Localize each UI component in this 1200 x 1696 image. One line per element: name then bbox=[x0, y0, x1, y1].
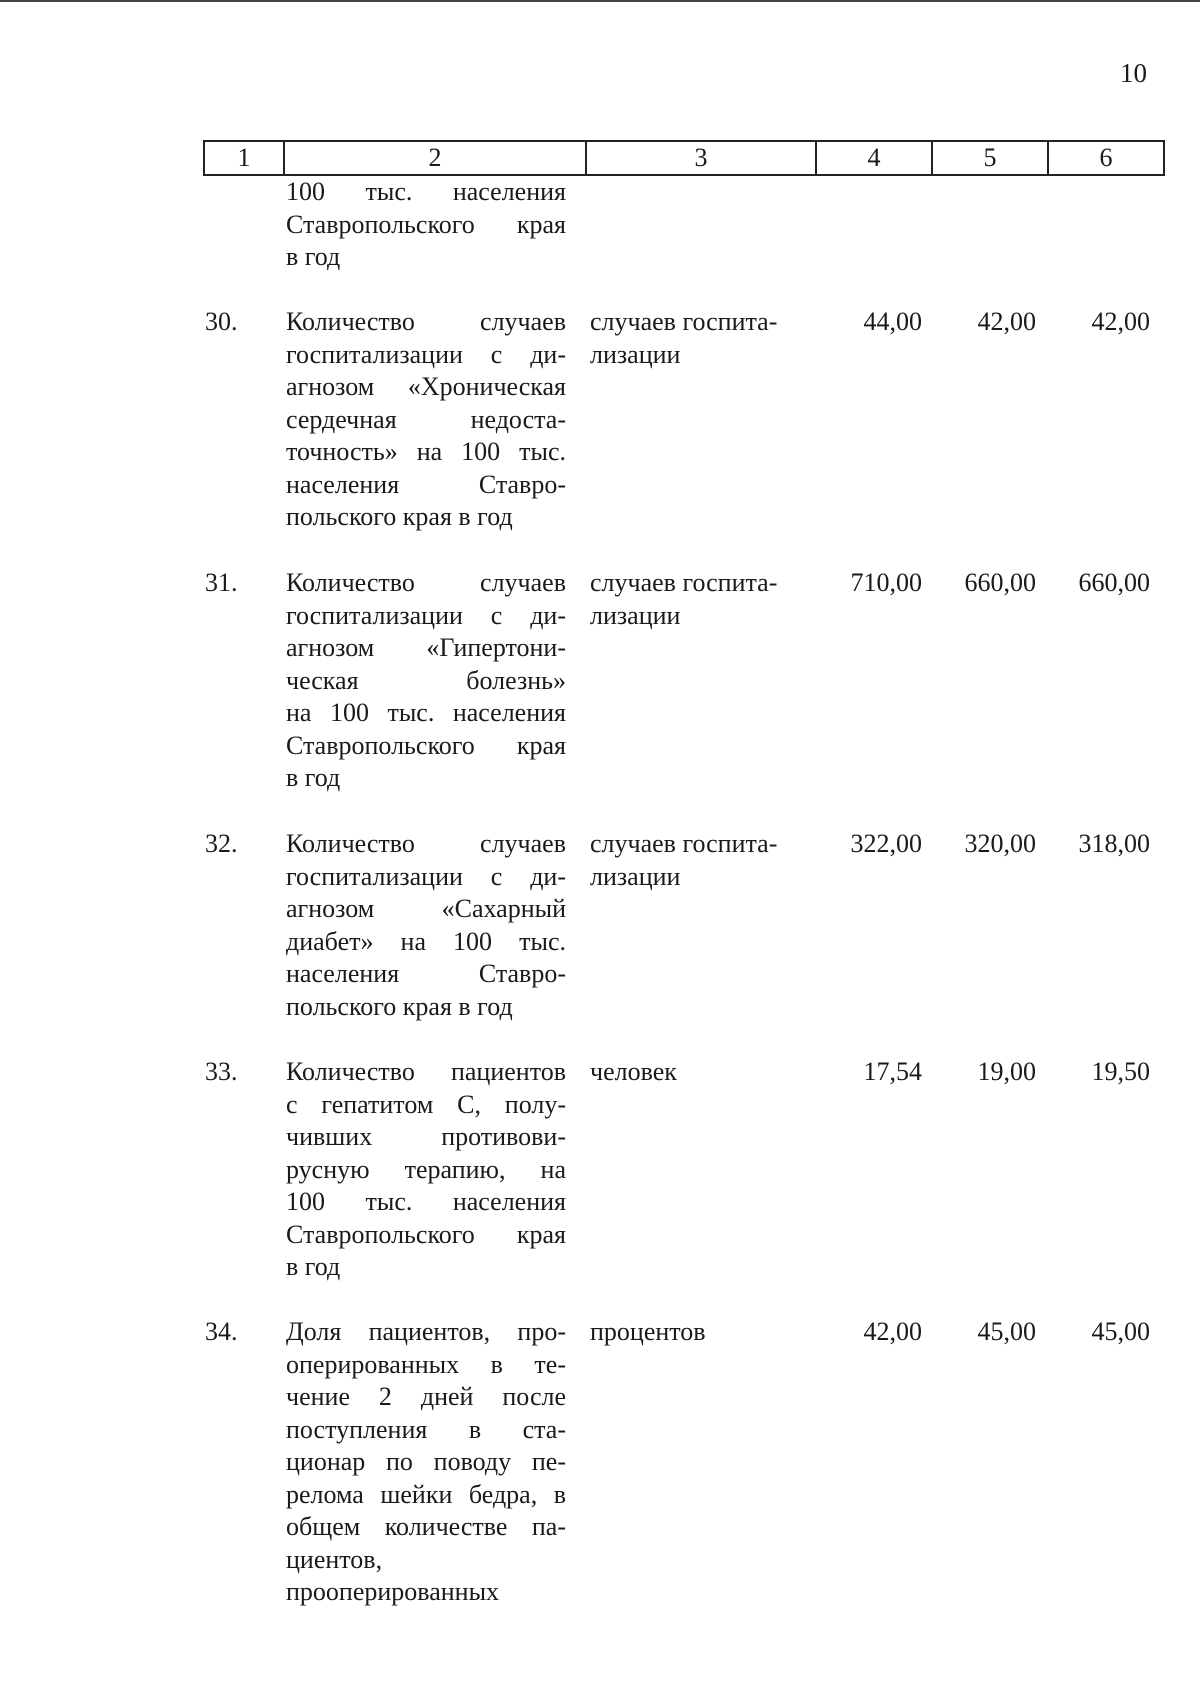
row-description bbox=[286, 1316, 566, 1609]
top-border-line bbox=[0, 0, 1200, 2]
description-line: Количество случаев bbox=[286, 307, 566, 336]
value-col-5: 42,00 bbox=[977, 307, 1036, 336]
column-header-5: 5 bbox=[932, 141, 1048, 175]
column-header-1: 1 bbox=[204, 141, 284, 175]
row-unit bbox=[590, 828, 820, 893]
value-col-6: 45,00 bbox=[1091, 1317, 1150, 1346]
value-col-4: 17,54 bbox=[863, 1057, 922, 1086]
row-description bbox=[286, 1056, 566, 1284]
column-header-4: 4 bbox=[816, 141, 932, 175]
row-description bbox=[286, 306, 566, 534]
description-line: поступления в ста- bbox=[286, 1414, 566, 1444]
description-line: ческая болезнь» bbox=[286, 665, 566, 695]
row-unit bbox=[590, 567, 820, 632]
description-line: чение 2 дней после bbox=[286, 1382, 566, 1411]
description-line: сердечная недоста- bbox=[286, 404, 566, 434]
description-line: агнозом «Сахарный bbox=[286, 894, 566, 923]
description-line: госпитализации с ди- bbox=[286, 861, 566, 891]
description-line: циентов, прооперированных bbox=[286, 1544, 500, 1606]
unit-line: случаев госпита- bbox=[590, 307, 778, 336]
value-col-5: 45,00 bbox=[977, 1317, 1036, 1346]
row-description bbox=[286, 567, 566, 795]
description-line: в год bbox=[286, 1252, 341, 1281]
description-line: Количество случаев bbox=[286, 829, 566, 858]
unit-line: человек bbox=[590, 1057, 677, 1086]
row-unit bbox=[590, 1316, 820, 1349]
continuation-description bbox=[286, 176, 566, 274]
row-number: 31. bbox=[205, 568, 238, 597]
row-number: 33. bbox=[205, 1057, 238, 1086]
row-number: 34. bbox=[205, 1317, 238, 1346]
unit-line: процентов bbox=[590, 1317, 706, 1346]
row-number: 30. bbox=[205, 307, 238, 336]
value-col-4: 44,00 bbox=[863, 307, 922, 336]
description-line: русную терапию, на bbox=[286, 1154, 566, 1184]
description-line: точность» на 100 тыс. bbox=[286, 437, 566, 466]
value-col-6: 318,00 bbox=[1078, 829, 1150, 858]
description-line: Ставропольского края bbox=[286, 209, 566, 239]
description-line: Ставропольского края bbox=[286, 1219, 566, 1249]
description-line: населения Ставро- bbox=[286, 959, 566, 988]
description-line: в год bbox=[286, 242, 341, 271]
value-col-6: 660,00 bbox=[1078, 568, 1150, 597]
unit-line: лизации bbox=[590, 600, 681, 630]
description-line: диабет» на 100 тыс. bbox=[286, 926, 566, 956]
description-line: ционар по поводу пе- bbox=[286, 1447, 566, 1476]
value-col-5: 19,00 bbox=[977, 1057, 1036, 1086]
row-unit bbox=[590, 306, 820, 371]
value-col-6: 19,50 bbox=[1091, 1057, 1150, 1086]
value-col-4: 710,00 bbox=[850, 568, 922, 597]
description-line: общем количестве па- bbox=[286, 1512, 566, 1541]
column-header-2: 2 bbox=[284, 141, 586, 175]
description-line: 100 тыс. населения bbox=[286, 177, 566, 206]
description-line: польского края в год bbox=[286, 502, 513, 531]
unit-line: лизации bbox=[590, 339, 681, 369]
description-line: агнозом «Гипертони- bbox=[286, 633, 566, 662]
description-line: населения Ставро- bbox=[286, 469, 566, 499]
description-line: в год bbox=[286, 763, 341, 792]
description-line: на 100 тыс. населения bbox=[286, 698, 566, 727]
description-line: агнозом «Хроническая bbox=[286, 372, 566, 401]
description-line: польского края в год bbox=[286, 991, 513, 1021]
unit-line: лизации bbox=[590, 861, 681, 891]
row-unit bbox=[590, 1056, 820, 1089]
column-header-6: 6 bbox=[1048, 141, 1164, 175]
description-line: оперированных в те- bbox=[286, 1349, 566, 1379]
value-col-5: 320,00 bbox=[964, 829, 1036, 858]
column-header-row bbox=[203, 140, 1165, 176]
description-line: госпитализации с ди- bbox=[286, 600, 566, 630]
description-line: Ставропольского края bbox=[286, 730, 566, 760]
description-line: релома шейки бедра, в bbox=[286, 1479, 566, 1509]
value-col-5: 660,00 bbox=[964, 568, 1036, 597]
description-line: с гепатитом С, полу- bbox=[286, 1089, 566, 1119]
column-header-3: 3 bbox=[586, 141, 816, 175]
description-line: госпитализации с ди- bbox=[286, 339, 566, 369]
description-line: Количество случаев bbox=[286, 568, 566, 597]
unit-line: случаев госпита- bbox=[590, 568, 778, 597]
value-col-6: 42,00 bbox=[1091, 307, 1150, 336]
unit-line: случаев госпита- bbox=[590, 829, 778, 858]
row-description bbox=[286, 828, 566, 1023]
value-col-4: 322,00 bbox=[850, 829, 922, 858]
description-line: 100 тыс. населения bbox=[286, 1187, 566, 1216]
page-number: 10 bbox=[1120, 58, 1147, 88]
description-line: Количество пациентов bbox=[286, 1057, 566, 1086]
value-col-4: 42,00 bbox=[863, 1317, 922, 1346]
description-line: чивших противови- bbox=[286, 1122, 566, 1151]
row-number: 32. bbox=[205, 829, 238, 858]
description-line: Доля пациентов, про- bbox=[286, 1317, 566, 1346]
